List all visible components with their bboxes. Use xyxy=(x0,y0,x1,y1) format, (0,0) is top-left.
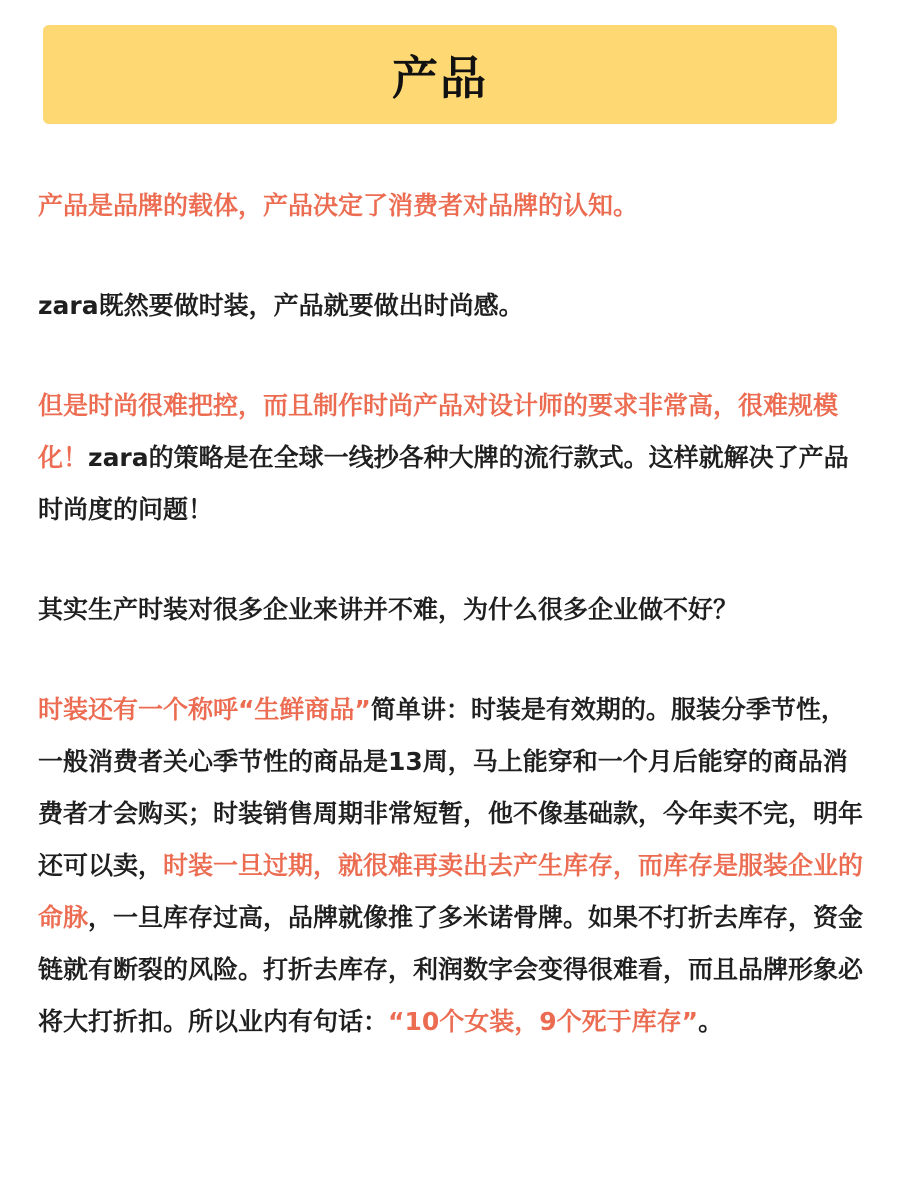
paragraph-4: 其实生产时装对很多企业来讲并不难，为什么很多企业做不好？ xyxy=(38,595,739,624)
paragraph-5-text-2: ，一旦库存过高，品牌就像推了多米诺骨牌。如果不打折去库存，资金链就有断裂的风险。打折去库存，利润数字会变得很难看，而且品牌形象必将大打折扣。所以业内有句话： xyxy=(38,903,864,1036)
page-title: 产品 xyxy=(392,50,488,105)
paragraph-5-highlight-3: “10个女装，9个死于库存” xyxy=(388,1007,699,1036)
paragraph-5-text-3: 。 xyxy=(698,1007,724,1036)
article-body xyxy=(38,180,868,1096)
paragraph-1: 产品是品牌的载体，产品决定了消费者对品牌的认知。 xyxy=(38,191,639,220)
paragraph-5-text-1: 简单讲：时装是有效期的。服装分季节性，一般消费者关心季节性的商品是13周，马上能穿和一个月后能穿的商品消费者才会购买；时装销售周期非常短暂，他不像基础款，今年卖不完，明年还可以卖， xyxy=(38,695,864,880)
paragraph-5 xyxy=(38,684,868,1048)
paragraph-3-highlight: 但是时尚很难把控，而且制作时尚产品对设计师的要求非常高，很难规模化！ xyxy=(38,391,839,472)
paragraph-3 xyxy=(38,380,868,536)
paragraph-5-highlight-2: 时装一旦过期，就很难再卖出去产生库存，而库存是服装企业的命脉 xyxy=(38,851,864,932)
paragraph-5-highlight-1: 时装还有一个称呼“生鲜商品” xyxy=(38,695,371,724)
paragraph-2: zara既然要做时装，产品就要做出时尚感。 xyxy=(38,291,524,320)
paragraph-3-text: zara的策略是在全球一线抄各种大牌的流行款式。这样就解决了产品时尚度的问题！ xyxy=(38,443,849,524)
title-banner xyxy=(43,25,837,124)
